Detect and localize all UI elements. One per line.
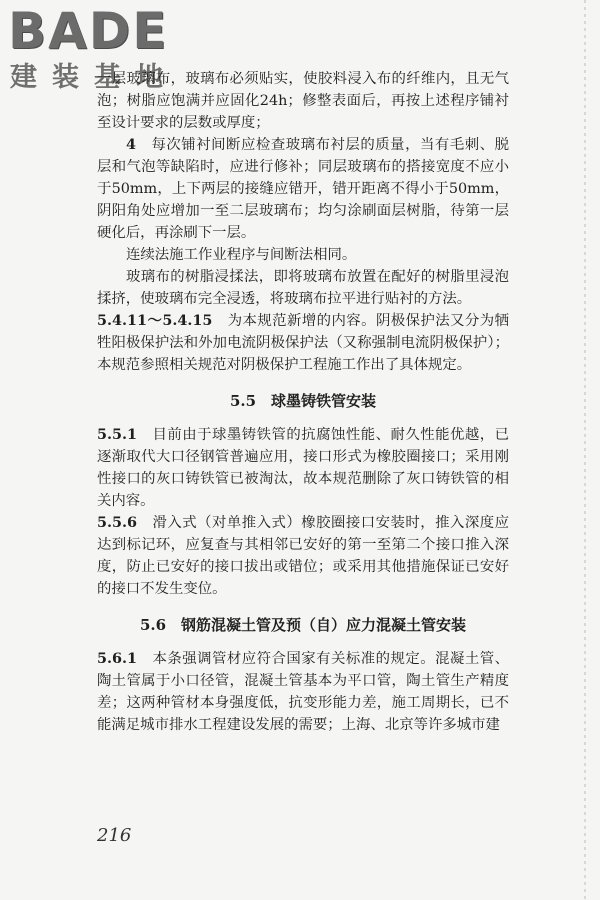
clause-number: 5.5.6 bbox=[97, 514, 138, 531]
clause-text: 本条强调管材应符合国家有关标准的规定。混凝土管、陶土管属于小口径管，混凝土管基本为平口管，陶土管生产精度差；这两种管材本身强度低，抗变形能力差，施工周期长，已不能满足城市排水工程建设发展的需要；上海、北京等许多城市建 bbox=[97, 651, 509, 733]
paragraph-continuation: 一层玻璃布，玻璃布必须贴实，使胶料浸入布的纤维内，且无气泡；树脂应饱满并应固化24h；修整表面后，再按上述程序铺衬至设计要求的层数或厚度； bbox=[97, 71, 509, 131]
clause-5-5-6 bbox=[97, 512, 509, 600]
scan-edge bbox=[584, 0, 586, 900]
clause-number: 5.5.1 bbox=[97, 426, 138, 443]
section-heading-5-5: 5.5 球墨铸铁管安装 bbox=[229, 392, 377, 410]
clause-text: 目前由于球墨铸铁管的抗腐蚀性能、耐久性能优越，已逐渐取代大口径钢管普遍应用，接口形式为橡胶圈接口；采用刚性接口的灰口铸铁管已被淘汰，故本规范删除了灰口铸铁管的相关内容。 bbox=[97, 427, 509, 509]
clause-5-6-1 bbox=[97, 648, 509, 736]
logo-brand-text: BADE bbox=[8, 2, 169, 60]
paragraph-resin-method: 玻璃布的树脂浸揉法，即将玻璃布放置在配好的树脂里浸泡揉挤，使玻璃布完全浸透，将玻璃布拉平进行贴衬的方法。 bbox=[97, 269, 509, 307]
item-number: 4 bbox=[126, 136, 137, 153]
document-body bbox=[97, 68, 509, 736]
clause-text: 为本规范新增的内容。阴极保护法又分为牺牲阳极保护法和外加电流阴极保护法（又称强制电流阴极保护）；本规范参照相关规范对阴极保护工程施工作出了具体规定。 bbox=[97, 313, 509, 373]
item-text: 每次铺衬间断应检查玻璃布衬层的质量，当有毛刺、脱层和气泡等缺陷时，应进行修补；同层玻璃布的搭接宽度不应小于50mm，上下两层的接缝应错开，错开距离不得小于50mm，阴阳角处应增加一至二层玻璃布；均匀涂刷面层树脂，待第一层硬化后，再涂刷下一层。 bbox=[97, 137, 509, 241]
paragraph-item-4 bbox=[97, 134, 509, 244]
section-heading-5-6: 5.6 钢筋混凝土管及预（自）应力混凝土管安装 bbox=[139, 616, 467, 634]
page-number: 216 bbox=[97, 825, 132, 846]
clause-number: 5.6.1 bbox=[97, 650, 138, 667]
clause-5-4-11 bbox=[97, 310, 509, 376]
clause-text: 滑入式（对单推入式）橡胶圈接口安装时，推入深度应达到标记环，应复查与其相邻已安好的第一至第二个接口推入深度，防止已安好的接口拔出或错位；或采用其他措施保证已安好的接口不发生变位。 bbox=[97, 515, 509, 597]
logo-subtitle: 建装基地 bbox=[10, 62, 178, 93]
clause-number: 5.4.11～5.4.15 bbox=[97, 312, 213, 329]
clause-5-5-1 bbox=[97, 424, 509, 512]
paragraph-continuous-method: 连续法施工作业程序与间断法相同。 bbox=[126, 247, 357, 263]
